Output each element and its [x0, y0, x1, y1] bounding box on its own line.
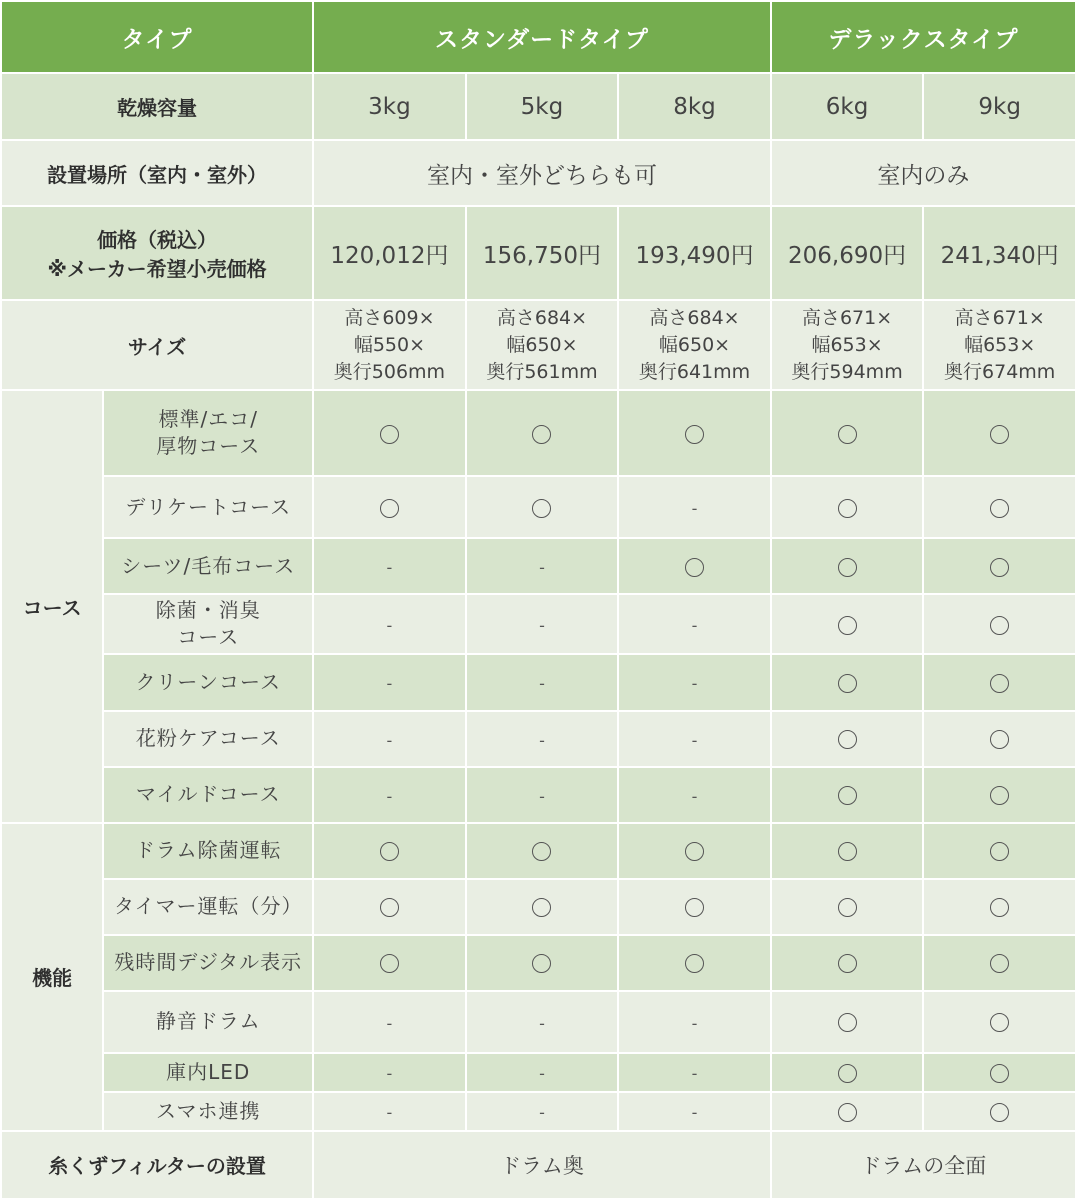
- available-circle-icon: [380, 842, 399, 861]
- function-availability-cell: [467, 880, 618, 934]
- course-availability-cell: [619, 539, 770, 593]
- function-availability-cell: [924, 1054, 1075, 1091]
- location-standard: 室内・室外どちらも可: [314, 141, 770, 205]
- course-availability-cell: [924, 655, 1075, 709]
- course-availability-cell: [772, 595, 923, 653]
- unavailable-dash-icon: -: [539, 1103, 545, 1123]
- available-circle-icon: [990, 842, 1009, 861]
- function-availability-cell: [314, 936, 465, 990]
- function-availability-cell: [772, 1093, 923, 1130]
- function-availability-cell: [924, 1093, 1075, 1130]
- unavailable-dash-icon: -: [386, 1013, 393, 1033]
- header-standard-type: スタンダードタイプ: [314, 2, 770, 72]
- size-row: [2, 301, 1075, 389]
- price-label-line1: 価格（税込）: [97, 228, 218, 253]
- available-circle-icon: [532, 425, 551, 444]
- unavailable-dash-icon: -: [386, 730, 393, 750]
- function-item-name: 静音ドラム: [104, 992, 312, 1052]
- available-circle-icon: [685, 954, 704, 973]
- unavailable-dash-icon: -: [386, 558, 393, 578]
- function-availability-cell: [619, 1054, 770, 1091]
- course-availability-cell: [619, 595, 770, 653]
- course-availability-cell: [314, 391, 465, 475]
- course-availability-cell: [924, 595, 1075, 653]
- function-availability-cell: [467, 824, 618, 878]
- location-label: 設置場所（室内・室外）: [2, 141, 312, 205]
- available-circle-icon: [838, 1013, 857, 1032]
- capacity-value: 8kg: [619, 74, 770, 139]
- course-availability-cell: [772, 477, 923, 537]
- unavailable-dash-icon: -: [691, 786, 698, 806]
- available-circle-icon: [838, 730, 857, 749]
- function-row: [2, 824, 1075, 878]
- size-label: サイズ: [2, 301, 312, 389]
- function-availability-cell: [924, 880, 1075, 934]
- course-availability-cell: [467, 655, 618, 709]
- course-availability-cell: [772, 768, 923, 822]
- unavailable-dash-icon: -: [386, 786, 393, 806]
- price-row: [2, 207, 1075, 299]
- course-row: [2, 768, 1075, 822]
- size-value: 高さ609× 幅550× 奥行506mm: [314, 301, 465, 389]
- course-availability-cell: [314, 477, 465, 537]
- course-availability-cell: [924, 391, 1075, 475]
- function-availability-cell: [619, 880, 770, 934]
- course-availability-cell: [619, 712, 770, 766]
- available-circle-icon: [532, 898, 551, 917]
- unavailable-dash-icon: -: [539, 1013, 545, 1033]
- course-item-name: マイルドコース: [104, 768, 312, 822]
- course-availability-cell: [314, 712, 465, 766]
- unavailable-dash-icon: -: [539, 730, 545, 750]
- course-availability-cell: [924, 768, 1075, 822]
- function-row: [2, 1093, 1075, 1130]
- available-circle-icon: [990, 786, 1009, 805]
- unavailable-dash-icon: -: [539, 1064, 545, 1084]
- unavailable-dash-icon: -: [691, 499, 698, 519]
- course-availability-cell: [467, 595, 618, 653]
- course-row: [2, 539, 1075, 593]
- course-row: [2, 595, 1075, 653]
- available-circle-icon: [838, 1103, 857, 1122]
- header-deluxe-type: デラックスタイプ: [772, 2, 1075, 72]
- available-circle-icon: [990, 898, 1009, 917]
- unavailable-dash-icon: -: [691, 674, 698, 694]
- course-availability-cell: [467, 477, 618, 537]
- price-value: 206,690円: [772, 207, 923, 299]
- course-availability-cell: [772, 655, 923, 709]
- function-availability-cell: [772, 824, 923, 878]
- course-availability-cell: [924, 712, 1075, 766]
- available-circle-icon: [990, 730, 1009, 749]
- course-availability-cell: [619, 391, 770, 475]
- capacity-value: 9kg: [924, 74, 1075, 139]
- function-availability-cell: [619, 1093, 770, 1130]
- function-availability-cell: [619, 992, 770, 1052]
- function-item-name: 残時間デジタル表示: [104, 936, 312, 990]
- price-label: [2, 207, 312, 299]
- available-circle-icon: [838, 1064, 857, 1083]
- unavailable-dash-icon: -: [539, 558, 545, 578]
- unavailable-dash-icon: -: [539, 616, 545, 636]
- available-circle-icon: [532, 954, 551, 973]
- function-availability-cell: [924, 936, 1075, 990]
- course-availability-cell: [467, 768, 618, 822]
- course-availability-cell: [467, 391, 618, 475]
- unavailable-dash-icon: -: [691, 730, 698, 750]
- course-group-label: コース: [2, 391, 102, 821]
- available-circle-icon: [838, 786, 857, 805]
- available-circle-icon: [990, 1103, 1009, 1122]
- header-row: [2, 2, 1075, 72]
- course-row: [2, 477, 1075, 537]
- size-value: 高さ684× 幅650× 奥行641mm: [619, 301, 770, 389]
- function-availability-cell: [924, 824, 1075, 878]
- available-circle-icon: [838, 898, 857, 917]
- function-availability-cell: [924, 992, 1075, 1052]
- available-circle-icon: [990, 558, 1009, 577]
- course-item-name: シーツ/毛布コース: [104, 539, 312, 593]
- course-item-name: 花粉ケアコース: [104, 712, 312, 766]
- available-circle-icon: [838, 674, 857, 693]
- course-availability-cell: [314, 768, 465, 822]
- available-circle-icon: [838, 558, 857, 577]
- function-availability-cell: [467, 1054, 618, 1091]
- unavailable-dash-icon: -: [386, 616, 393, 636]
- capacity-value: 6kg: [772, 74, 923, 139]
- price-value: 241,340円: [924, 207, 1075, 299]
- course-availability-cell: [924, 539, 1075, 593]
- available-circle-icon: [990, 954, 1009, 973]
- function-item-name: 庫内LED: [104, 1054, 312, 1091]
- unavailable-dash-icon: -: [691, 1103, 698, 1123]
- filter-label: 糸くずフィルターの設置: [2, 1132, 312, 1198]
- function-availability-cell: [314, 824, 465, 878]
- unavailable-dash-icon: -: [691, 616, 698, 636]
- function-item-name: タイマー運転（分）: [104, 880, 312, 934]
- filter-row: [2, 1132, 1075, 1198]
- available-circle-icon: [838, 842, 857, 861]
- available-circle-icon: [532, 499, 551, 518]
- course-item-name: デリケートコース: [104, 477, 312, 537]
- function-availability-cell: [772, 992, 923, 1052]
- function-availability-cell: [467, 992, 618, 1052]
- unavailable-dash-icon: -: [386, 674, 393, 694]
- function-row: [2, 880, 1075, 934]
- function-availability-cell: [619, 936, 770, 990]
- price-value: 120,012円: [314, 207, 465, 299]
- function-availability-cell: [314, 880, 465, 934]
- available-circle-icon: [685, 842, 704, 861]
- filter-deluxe: ドラムの全面: [772, 1132, 1075, 1198]
- course-availability-cell: [772, 712, 923, 766]
- price-value: 156,750円: [467, 207, 618, 299]
- available-circle-icon: [380, 954, 399, 973]
- unavailable-dash-icon: -: [386, 1064, 393, 1084]
- available-circle-icon: [990, 674, 1009, 693]
- available-circle-icon: [685, 425, 704, 444]
- function-item-name: ドラム除菌運転: [104, 824, 312, 878]
- size-value: 高さ671× 幅653× 奥行674mm: [924, 301, 1075, 389]
- capacity-row: [2, 74, 1075, 139]
- available-circle-icon: [685, 898, 704, 917]
- course-item-name: 標準/エコ/ 厚物コース: [104, 391, 312, 475]
- function-row: [2, 1054, 1075, 1091]
- course-item-name: 除菌・消臭 コース: [104, 595, 312, 653]
- function-availability-cell: [772, 936, 923, 990]
- course-availability-cell: [467, 712, 618, 766]
- function-availability-cell: [772, 880, 923, 934]
- location-deluxe: 室内のみ: [772, 141, 1075, 205]
- function-availability-cell: [314, 1054, 465, 1091]
- course-row: [2, 655, 1075, 709]
- function-availability-cell: [772, 1054, 923, 1091]
- function-availability-cell: [467, 1093, 618, 1130]
- filter-standard: ドラム奥: [314, 1132, 770, 1198]
- header-type: タイプ: [2, 2, 312, 72]
- function-item-name: スマホ連携: [104, 1093, 312, 1130]
- unavailable-dash-icon: -: [539, 786, 545, 806]
- available-circle-icon: [380, 499, 399, 518]
- available-circle-icon: [380, 898, 399, 917]
- function-group-label: 機能: [2, 824, 102, 1130]
- available-circle-icon: [838, 425, 857, 444]
- course-row: [2, 391, 1075, 475]
- unavailable-dash-icon: -: [539, 674, 545, 694]
- available-circle-icon: [685, 558, 704, 577]
- unavailable-dash-icon: -: [691, 1013, 698, 1033]
- course-availability-cell: [772, 391, 923, 475]
- capacity-label: 乾燥容量: [2, 74, 312, 139]
- available-circle-icon: [838, 954, 857, 973]
- course-availability-cell: [467, 539, 618, 593]
- capacity-value: 3kg: [314, 74, 465, 139]
- available-circle-icon: [838, 499, 857, 518]
- function-availability-cell: [467, 936, 618, 990]
- available-circle-icon: [990, 1064, 1009, 1083]
- course-availability-cell: [314, 539, 465, 593]
- unavailable-dash-icon: -: [386, 1103, 393, 1123]
- capacity-value: 5kg: [467, 74, 618, 139]
- course-availability-cell: [772, 539, 923, 593]
- course-availability-cell: [619, 768, 770, 822]
- location-row: [2, 141, 1075, 205]
- available-circle-icon: [990, 499, 1009, 518]
- available-circle-icon: [990, 616, 1009, 635]
- function-availability-cell: [314, 1093, 465, 1130]
- function-row: [2, 992, 1075, 1052]
- available-circle-icon: [990, 1013, 1009, 1032]
- unavailable-dash-icon: -: [691, 1064, 698, 1084]
- course-availability-cell: [619, 477, 770, 537]
- price-label-line2: ※メーカー希望小売価格: [47, 257, 267, 282]
- function-row: [2, 936, 1075, 990]
- course-item-name: クリーンコース: [104, 655, 312, 709]
- available-circle-icon: [838, 616, 857, 635]
- course-availability-cell: [924, 477, 1075, 537]
- price-value: 193,490円: [619, 207, 770, 299]
- size-value: 高さ684× 幅650× 奥行561mm: [467, 301, 618, 389]
- available-circle-icon: [990, 425, 1009, 444]
- available-circle-icon: [532, 842, 551, 861]
- function-availability-cell: [314, 992, 465, 1052]
- course-availability-cell: [314, 595, 465, 653]
- available-circle-icon: [380, 425, 399, 444]
- function-availability-cell: [619, 824, 770, 878]
- size-value: 高さ671× 幅653× 奥行594mm: [772, 301, 923, 389]
- course-availability-cell: [314, 655, 465, 709]
- course-availability-cell: [619, 655, 770, 709]
- course-row: [2, 712, 1075, 766]
